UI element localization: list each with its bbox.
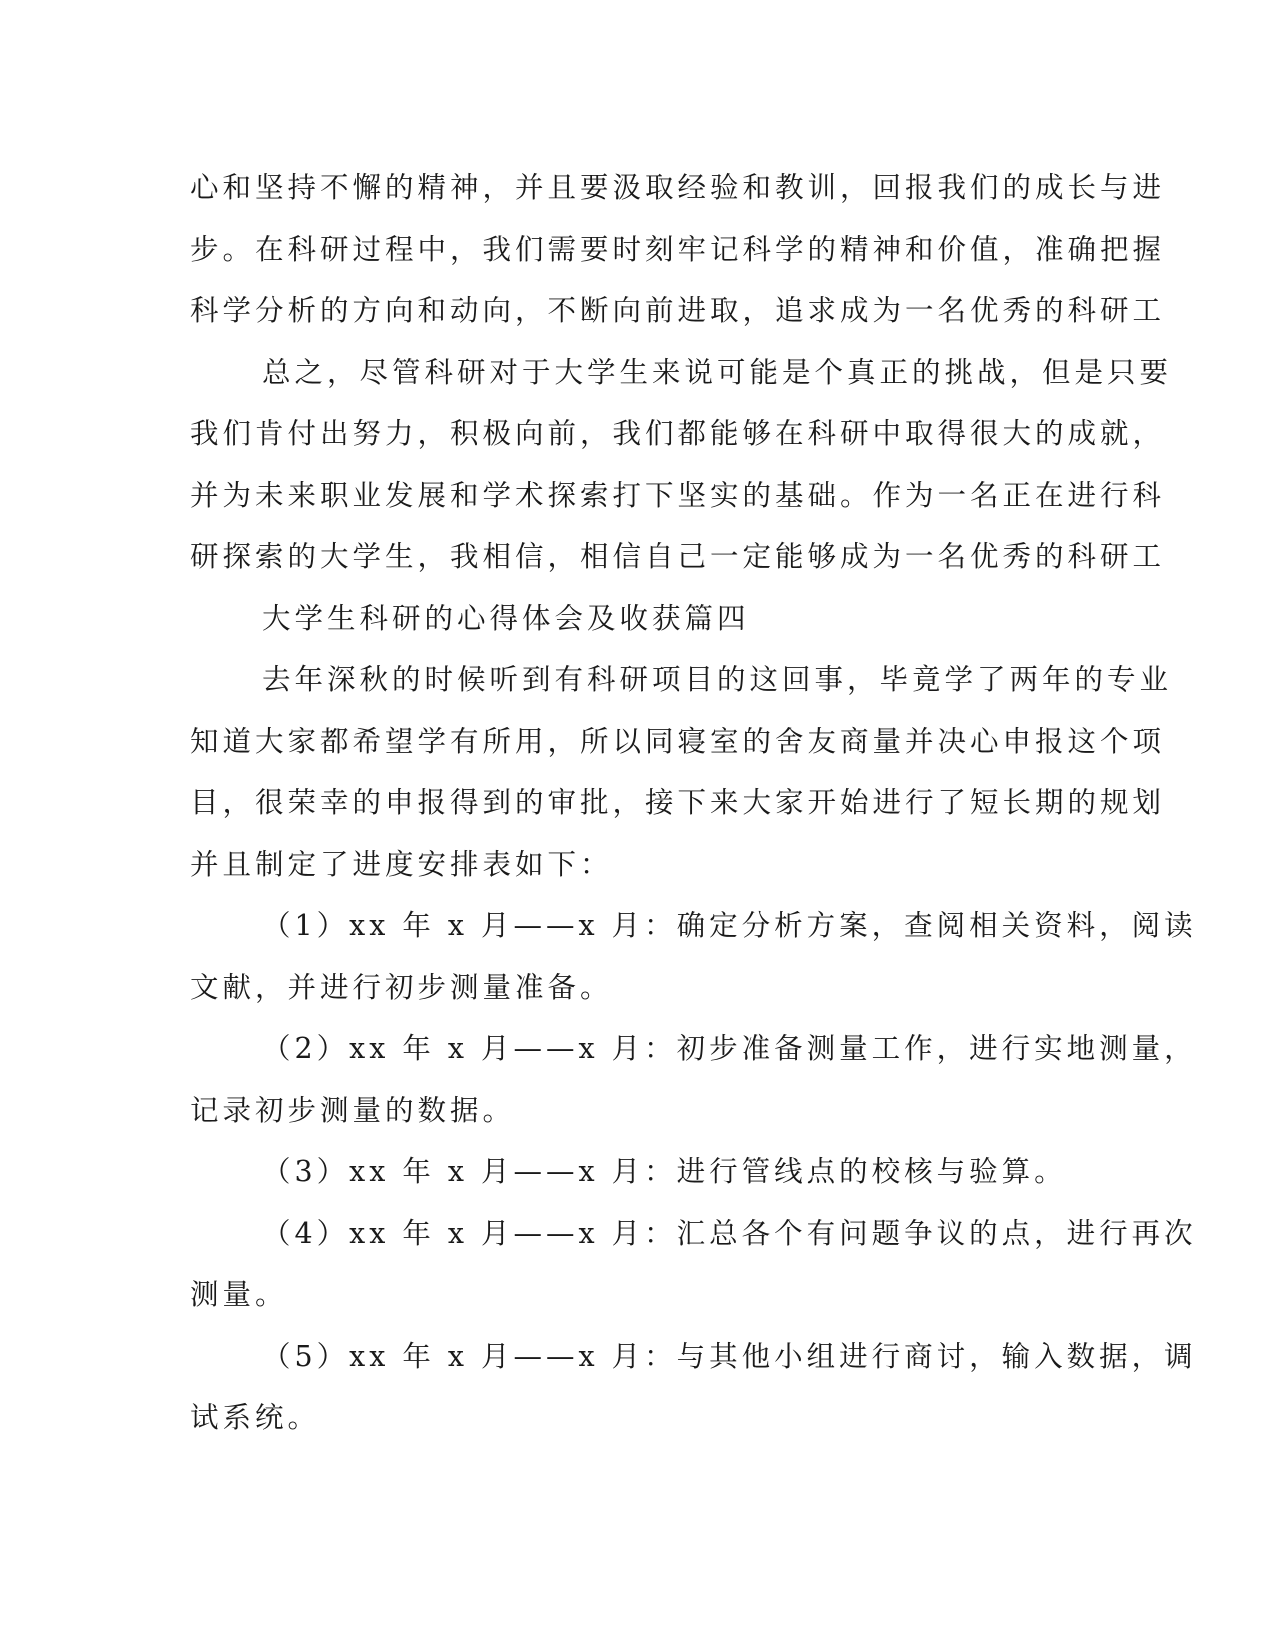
text-line: 心和坚持不懈的精神，并且要汲取经验和教训，回报我们的成长与进 xyxy=(190,171,1166,204)
text-line: （4）xx 年 x 月——x 月：汇总各个有问题争议的点，进行再次 xyxy=(262,1216,1197,1250)
text-line: 去年深秋的时候听到有科研项目的这回事，毕竟学了两年的专业 xyxy=(262,663,1173,696)
text-line: 试系统。 xyxy=(190,1401,321,1434)
text-line: 总之，尽管科研对于大学生来说可能是个真正的挑战，但是只要 xyxy=(262,355,1173,389)
text-line: 并且制定了进度安排表如下： xyxy=(190,847,613,881)
body-text xyxy=(190,157,1197,1449)
text-line: 测量。 xyxy=(190,1278,288,1311)
text-line: 记录初步测量的数据。 xyxy=(190,1093,516,1127)
text-line: （1）xx 年 x 月——x 月：确定分析方案，查阅相关资料，阅读 xyxy=(262,909,1197,942)
text-line: （2）xx 年 x 月——x 月：初步准备测量工作，进行实地测量， xyxy=(262,1032,1197,1065)
text-line: 我们肯付出努力，积极向前，我们都能够在科研中取得很大的成就， xyxy=(190,417,1166,450)
text-line: 文献，并进行初步测量准备。 xyxy=(190,970,613,1004)
text-line: 步。在科研过程中，我们需要时刻牢记科学的精神和价值，准确把握 xyxy=(190,232,1166,266)
text-line: （5）xx 年 x 月——x 月：与其他小组进行商讨，输入数据，调 xyxy=(262,1339,1197,1373)
text-line: 研探索的大学生，我相信，相信自己一定能够成为一名优秀的科研工 xyxy=(190,540,1166,573)
text-line: 并为未来职业发展和学术探索打下坚实的基础。作为一名正在进行科 xyxy=(190,478,1166,512)
text-line: 科学分析的方向和动向，不断向前进取，追求成为一名优秀的科研工 xyxy=(190,294,1166,327)
text-line: 目，很荣幸的申报得到的审批，接下来大家开始进行了短长期的规划 xyxy=(190,786,1166,819)
text-line: 知道大家都希望学有所用，所以同寝室的舍友商量并决心申报这个项 xyxy=(190,724,1166,758)
text-line: （3）xx 年 x 月——x 月：进行管线点的校核与验算。 xyxy=(262,1155,1067,1188)
text-line: 大学生科研的心得体会及收获篇四 xyxy=(262,601,750,635)
